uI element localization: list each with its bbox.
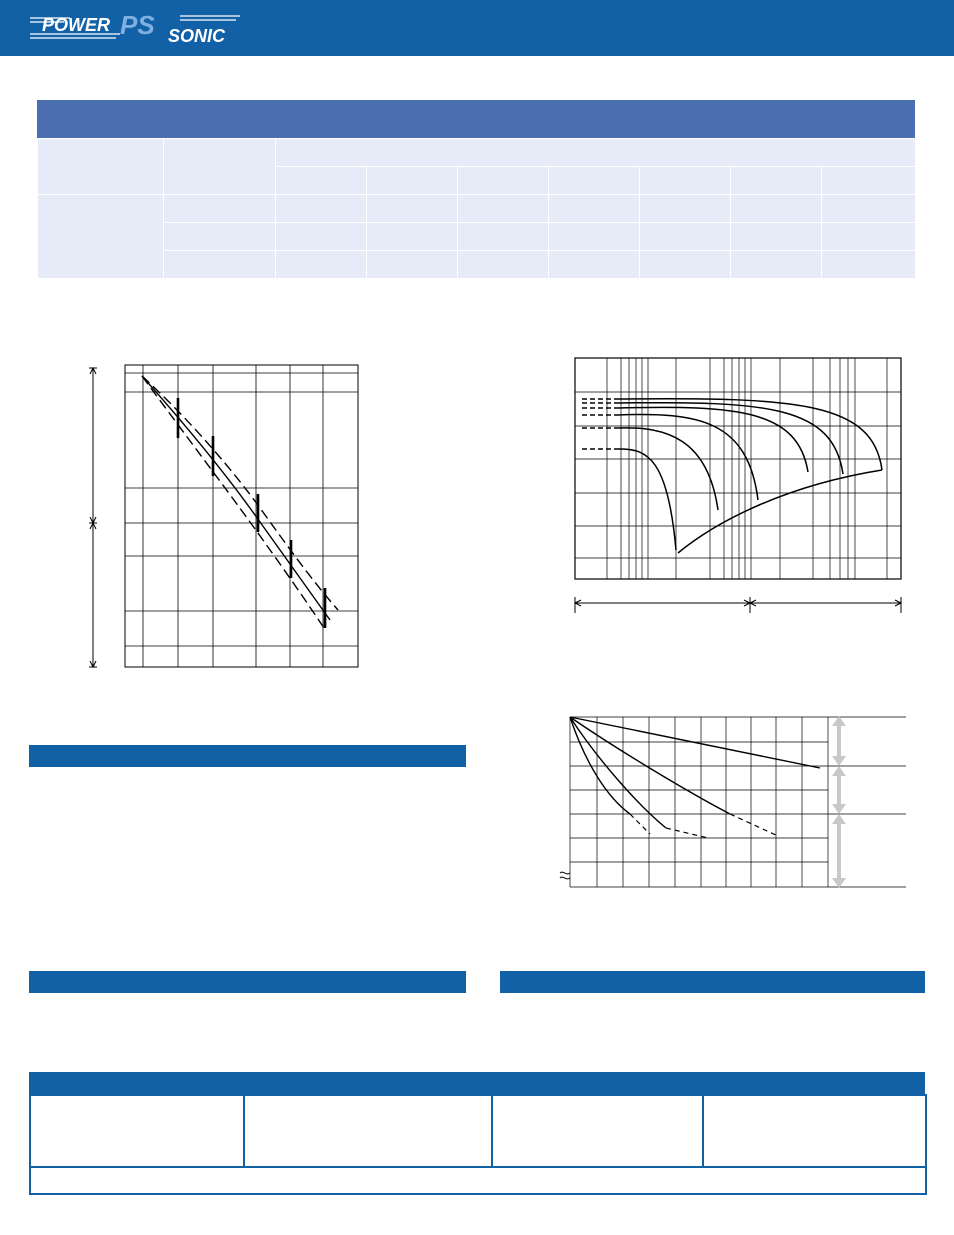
curve-3 <box>618 414 758 500</box>
discharge-curves <box>618 399 882 553</box>
spec-table-subheader-cell <box>367 167 458 195</box>
spec-table-cell <box>731 223 822 251</box>
curve-group <box>142 376 338 628</box>
mid-curve <box>142 376 330 620</box>
spec-table-cell <box>640 223 731 251</box>
lower-dashed-curve <box>142 376 324 628</box>
spec-table-cell <box>640 195 731 223</box>
bottom-table-cell <box>703 1095 926 1167</box>
bottom-table-cell <box>244 1095 492 1167</box>
spec-table-header-cell <box>38 139 164 195</box>
retention-curves <box>570 717 820 828</box>
spec-table-cell <box>367 195 458 223</box>
upper-dashed-curve <box>142 376 338 610</box>
spec-table-cell <box>458 223 549 251</box>
curve-mid-temp <box>570 717 730 814</box>
spec-table-cell <box>458 195 549 223</box>
spec-table-subheader-cell <box>822 167 916 195</box>
chart-frame <box>575 358 901 579</box>
spec-table-cell <box>640 251 731 279</box>
spec-table-cell <box>276 251 367 279</box>
spec-table-cell <box>458 251 549 279</box>
charge-characteristics-chart <box>568 350 908 625</box>
logo-sonic-text: SONIC <box>168 26 226 44</box>
spec-table-cell <box>731 251 822 279</box>
spec-table-cell <box>822 195 916 223</box>
logo-monogram-text: PS <box>120 12 155 40</box>
spec-table-title-bar <box>37 100 915 138</box>
section-header-bar <box>500 971 925 993</box>
chart-gridlines <box>125 365 358 667</box>
spec-table-header-cell <box>276 139 916 167</box>
spec-table-cell <box>731 195 822 223</box>
spec-table-subheader-cell <box>276 167 367 195</box>
spec-table-cell <box>164 223 276 251</box>
chart-gridlines <box>575 358 901 579</box>
range-marker-arrows <box>832 716 846 888</box>
spec-table-row-label <box>38 195 164 279</box>
capacity-retention-chart <box>558 710 910 895</box>
spec-table-cell <box>549 251 640 279</box>
spec-table-cell <box>276 195 367 223</box>
spec-table-cell <box>549 223 640 251</box>
bottom-table-cell <box>30 1095 244 1167</box>
spec-table-subheader-cell <box>549 167 640 195</box>
spec-table-cell <box>549 195 640 223</box>
bottom-table-cell <box>492 1095 703 1167</box>
section-header-bar <box>29 745 466 767</box>
spec-table-cell <box>164 251 276 279</box>
section-header-bar <box>29 971 466 993</box>
spec-table-header-cell <box>164 139 276 195</box>
curve-4 <box>618 407 808 472</box>
spec-table-cell <box>822 251 916 279</box>
spec-table-subheader-cell <box>731 167 822 195</box>
chart-gridlines <box>570 717 906 887</box>
error-bars <box>178 398 325 628</box>
axis-break-icon <box>560 872 570 879</box>
spec-table-cell <box>164 195 276 223</box>
logo-power-text: POWER <box>42 15 111 35</box>
dashed-starts <box>582 399 618 449</box>
spec-table-cell <box>276 223 367 251</box>
spec-table <box>37 138 916 279</box>
spec-table-cell <box>367 223 458 251</box>
brand-logo <box>30 12 242 44</box>
bottom-table-header-bar <box>29 1072 925 1094</box>
time-range-arrows <box>575 597 901 613</box>
range-bracket <box>89 368 97 667</box>
spec-table-subheader-cell <box>458 167 549 195</box>
curve-1 <box>618 449 676 550</box>
curve-5 <box>618 403 843 474</box>
bottom-table <box>29 1094 927 1195</box>
spec-table-subheader-cell <box>640 167 731 195</box>
spec-table-cell <box>367 251 458 279</box>
retention-dashed-extensions <box>630 814 778 838</box>
discharge-time-chart <box>80 360 370 680</box>
bottom-table-footer-cell <box>30 1167 926 1194</box>
spec-table-cell <box>822 223 916 251</box>
